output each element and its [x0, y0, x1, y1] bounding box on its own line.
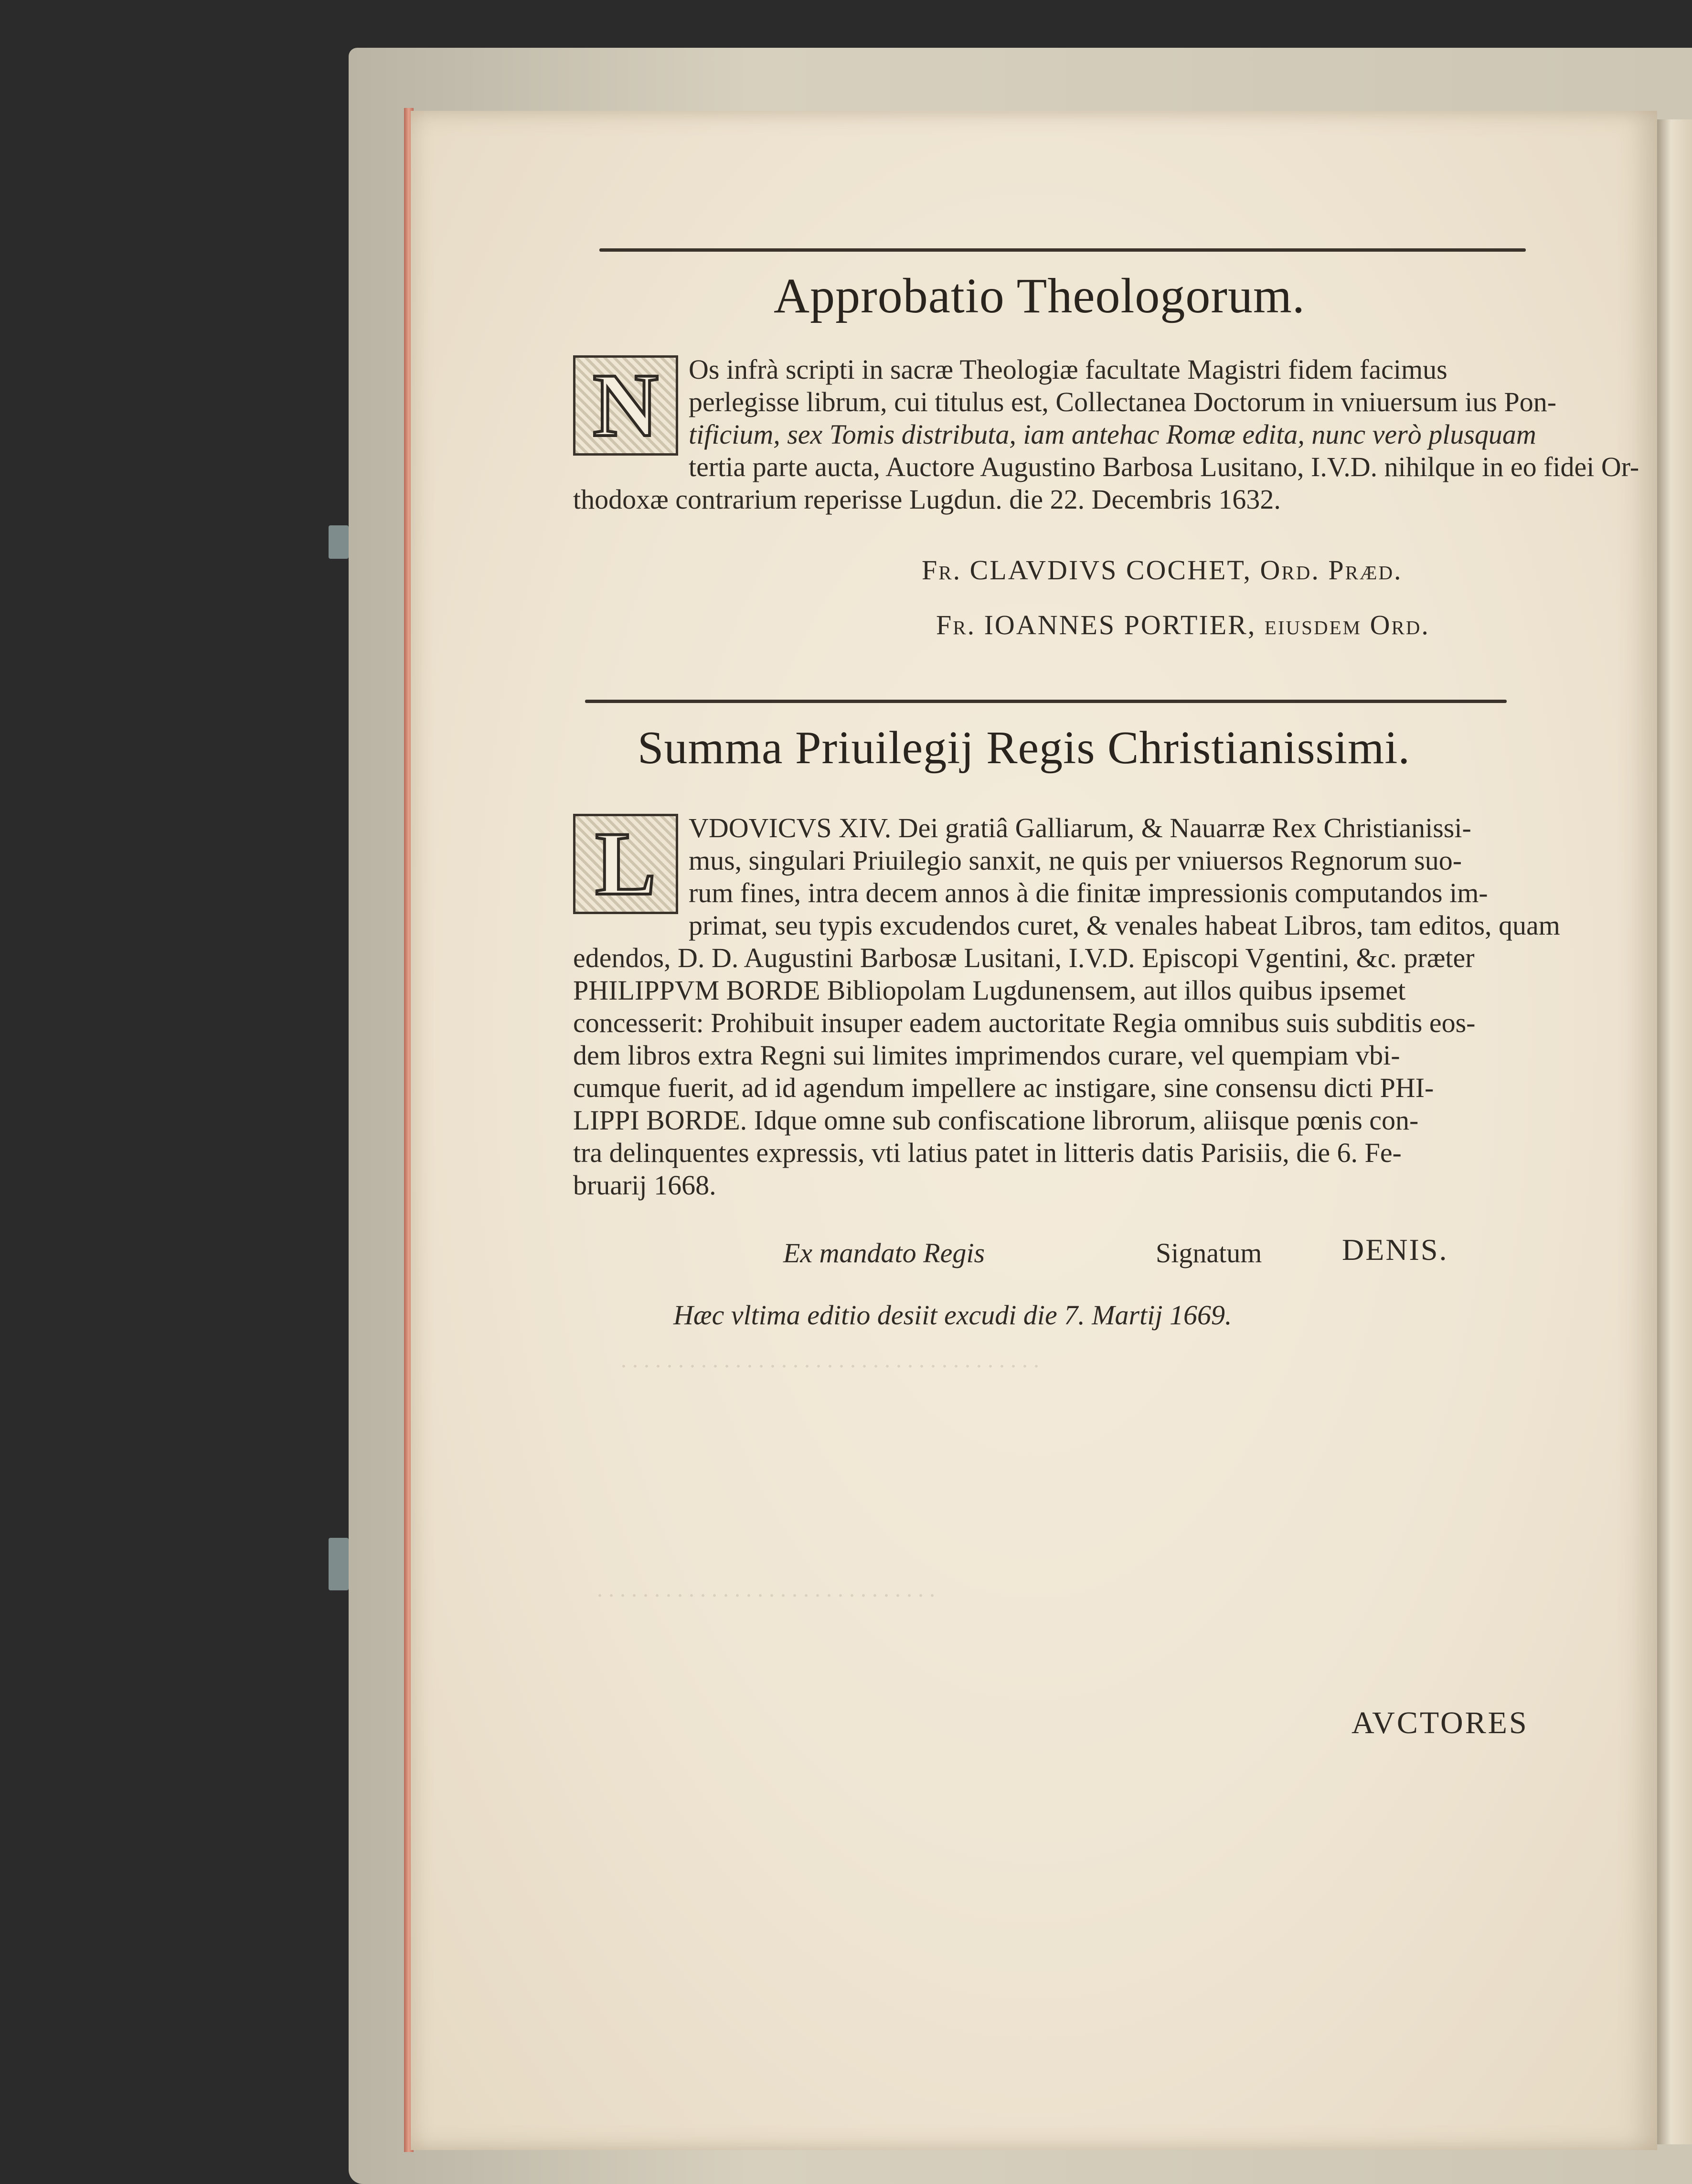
approbatio-line: Os infrà scripti in sacræ Theologiæ facultate Magistri fidem facimus: [689, 354, 1447, 385]
bleed-through: . . . . . . . . . . . . . . . . . . . . . . . . . . . . . . . . . . . . .: [621, 1347, 1039, 1373]
privilegium-line: PHILIPPVM BORDE Bibliopolam Lugdunensem, aut illos quibus ipsemet: [573, 975, 1406, 1006]
approbatio-text: [573, 353, 1639, 516]
privilegium-line: rum fines, intra decem annos à die finitæ impressionis computandos im-: [689, 877, 1488, 908]
privilegium-line: mus, singulari Priuilegio sanxit, ne quis per vniuersos Regnorum suo-: [689, 845, 1462, 876]
next-page-edge: [1657, 119, 1692, 2144]
privilegium-title: Summa Priuilegij Regis Christianissimi.: [638, 722, 1410, 774]
clasp-upper: [329, 525, 349, 559]
approbatio-line: perlegisse librum, cui titulus est, Collectanea Doctorum in vniuersum ius Pon-: [689, 386, 1557, 417]
privilegium-text: [573, 812, 1560, 1202]
privilegium-line: VDOVICVS XIV. Dei gratiâ Galliarum, & Nauarræ Rex Christianissi-: [689, 812, 1471, 843]
privilegium-line: primat, seu typis excudendos curet, & venales habeat Libros, tam editos, quam: [689, 910, 1560, 941]
privilegium-line: edendos, D. D. Augustini Barbosæ Lusitani, I.V.D. Episcopi Vgentini, &c. præter: [573, 942, 1475, 973]
dropcap-n: N: [573, 355, 678, 456]
middle-rule: [585, 700, 1507, 703]
signed-name: DENIS.: [1342, 1233, 1448, 1267]
privilegium-line: cumque fuerit, ad id agendum impellere ac instigare, sine consensu dicti PHI-: [573, 1072, 1434, 1103]
privilegium-line: dem libros extra Regni sui limites imprimendos curare, vel quempiam vbi-: [573, 1040, 1400, 1071]
bleed-through-lower: . . . . . . . . . . . . . . . . . . . . . . . . . . . . . .: [597, 1577, 935, 1602]
privilegium-line: concesserit: Prohibuit insuper eadem auctoritate Regia omnibus suis subditis eos-: [573, 1007, 1476, 1038]
signed-label: Signatum: [1156, 1237, 1262, 1268]
top-rule: [599, 248, 1526, 252]
colophon: Hæc vltima editio desiit excudi die 7. Martij 1669.: [673, 1300, 1232, 1331]
approbatio-title: Approbatio Theologorum.: [774, 268, 1305, 323]
privilegium-line: LIPPI BORDE. Idque omne sub confiscatione librorum, aliisque pœnis con-: [573, 1105, 1419, 1136]
approbatio-line: tificium, sex Tomis distributa, iam antehac Romæ edita, nunc verò plusquam: [689, 419, 1536, 450]
dropcap-l: L: [573, 814, 678, 914]
signatory-cochet: Fr. CLAVDIVS COCHET, Ord. Præd.: [922, 554, 1403, 586]
mandate-text: Ex mandato Regis: [783, 1237, 985, 1268]
privilegium-line: bruarij 1668.: [573, 1170, 716, 1201]
clasp-lower: [329, 1538, 349, 1590]
signatory-portier: Fr. IOANNES PORTIER, eiusdem Ord.: [936, 609, 1430, 640]
approbatio-line: thodoxæ contrarium reperisse Lugdun. die 22. Decembris 1632.: [573, 484, 1281, 515]
catchword: AVCTORES: [1351, 1705, 1529, 1740]
approbatio-line: tertia parte aucta, Auctore Augustino Barbosa Lusitano, I.V.D. nihilque in eo fidei Or-: [689, 451, 1639, 482]
privilegium-line: tra delinquentes expressis, vti latius patet in litteris datis Parisiis, die 6. Fe-: [573, 1137, 1402, 1168]
